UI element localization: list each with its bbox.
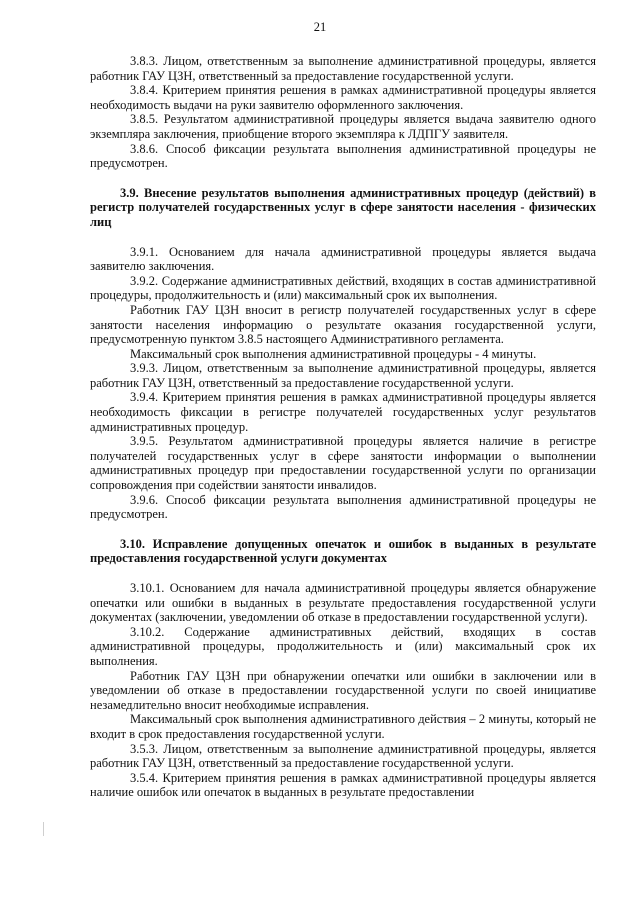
paragraph: 3.9.2. Содержание административных действий, входящих в состав административной процедуры, продолжительность и (или) максимальный срок их выполнения. — [90, 273, 596, 303]
paragraph: Максимальный срок выполнения административной процедуры - 4 минуты. — [130, 346, 537, 361]
paragraph: 3.8.4. Критерием принятия решения в рамках административной процедуры является необходимость выдачи на руки заявителю оформленного заключения. — [90, 83, 596, 112]
margin-mark — [43, 822, 44, 836]
paragraph: 3.9.5. Результатом административной процедуры является наличие в регистре получателей государственных услуг в сфере занятости информации о выполнении административных процедур при предоставлении государственной услуги по организации сопровождения при содействии занятости инвалидов. — [90, 434, 596, 493]
paragraph: 3.5.4. Критерием принятия решения в рамках административной процедуры является наличие ошибок или опечаток в выданных в результате предоставлении — [90, 770, 596, 800]
paragraph: 3.8.3. Лицом, ответственным за выполнение административной процедуры, является работник ГАУ ЦЗН, ответственный за предоставление государственной услуги. — [90, 54, 596, 83]
paragraph: 3.8.5. Результатом административной процедуры является выдача заявителю одного экземпляра заключения, приобщение второго экземпляра к ЛДПГУ заявителя. — [90, 112, 596, 141]
document-body — [90, 54, 596, 800]
page-number: 21 — [313, 20, 327, 34]
section-heading: 3.10. Исправление допущенных опечаток и ошибок в выданных в результате предоставления государственной услуги документах — [90, 536, 596, 566]
paragraph: 3.8.6. Способ фиксации результата выполнения административной процедуры не предусмотрен. — [90, 141, 596, 171]
paragraph: 3.9.4. Критерием принятия решения в рамках административной процедуры является необходимость фиксации в регистре получателей государственных услуг результатов административных процедур. — [90, 390, 596, 434]
paragraph: Максимальный срок выполнения административного действия – 2 минуты, который не входит в срок предоставления государственной услуги. — [90, 712, 596, 741]
paragraph: Работник ГАУ ЦЗН при обнаружении опечатки или ошибки в заключении или в уведомлении об отказе в предоставлении государственной услуги по своей инициативе незамедлительно вносит необходимые исправления. — [90, 668, 596, 712]
paragraph: 3.9.3. Лицом, ответственным за выполнение административной процедуры, является работник ГАУ ЦЗН, ответственный за предоставление государственной услуги. — [90, 361, 596, 390]
paragraph: 3.5.3. Лицом, ответственным за выполнение административной процедуры, является работник ГАУ ЦЗН, ответственный за предоставление государственной услуги. — [90, 741, 596, 771]
paragraph: Работник ГАУ ЦЗН вносит в регистр получателей государственных услуг в сфере занятости населения информацию о результате оказания государственной услуги, предусмотренную пунктом 3.8.5 настоящего Административного регламента. — [90, 302, 596, 347]
paragraph: 3.10.1. Основанием для начала административной процедуры является обнаружение опечатки или ошибки в выданных в результате предоставления государственной услуги документах (заключении, уведомлении об отказе в предоставлении государственной услуги). — [90, 581, 596, 625]
section-heading: 3.9. Внесение результатов выполнения административных процедур (действий) в регистр получателей государственных услуг в сфере занятости населения - физических лиц — [90, 185, 596, 229]
paragraph: 3.9.6. Способ фиксации результата выполнения административной процедуры не предусмотрен. — [90, 492, 596, 522]
paragraph: 3.9.1. Основанием для начала административной процедуры является выдача заявителю заключения. — [90, 244, 596, 274]
paragraph: 3.10.2. Содержание административных действий, входящих в состав административной процедуры, продолжительность и (или) максимальный срок их выполнения. — [90, 624, 596, 668]
